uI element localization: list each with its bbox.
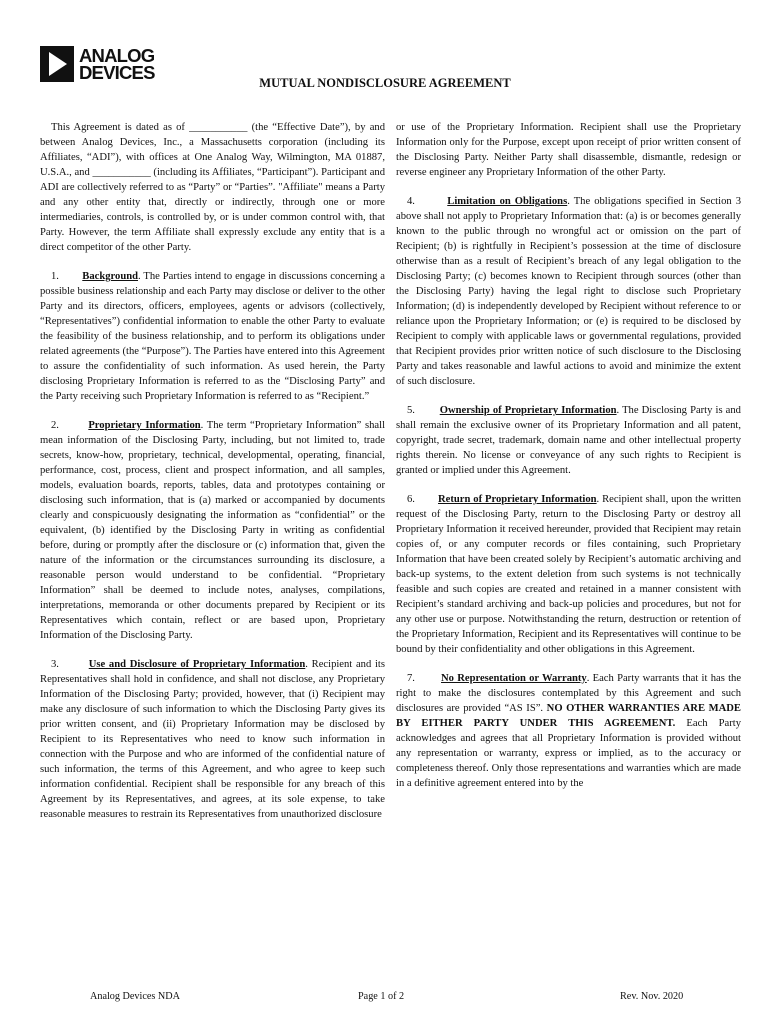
section-1: 1. Background. The Parties intend to engage in discussions concerning a possible business relationship and each Party may disclose or deliver to the other Party and its directors, officers, employees, agents or advisors (collectively, “Representatives”) confidential information to enable the other Party to evaluate the feasibility of the business relationship, and to perform its obligations under related agreements (the “Purpose”). The Parties have entered into this Agreement to assure the confidentiality of such information. As used herein, the Party disclosing Proprietary Information is referred to as the “Disclosing Party” and the Party receiving such Proprietary Information is referred to as “Recipient.” [40, 271, 385, 402]
section-heading: Background [82, 271, 139, 282]
section-2: 2. Proprietary Information. The term “Proprietary Information” shall mean information of the Disclosing Party, including, but not limited to, trade secrets, know-how, proprietary, technical, developmental, operating, financial, performance, cost, process, client and prospect information, and all samples, models, evaluation boards, reports, tables, data and prototypes containing or disclosing such information, that is (a) marked or accompanied by documents clearly and conspicuously designating the information as “confidential” or the equivalent, (b) identified by the Disclosing Party in writing as confidential before, during or promptly after the disclosure or (c) information that, given the nature of the information or the circumstances surrounding its disclosure, a reasonable person would understand to be confidential. “Proprietary Information” shall be deemed to include notes, analyses, compilations, interpretations, memoranda or other documents prepared by Recipient or its Representatives which contain, reflect or are based upon, Proprietary Information of the Disclosing Party. [40, 420, 386, 641]
section-heading: Proprietary Information [88, 420, 201, 431]
warranty-disclaimer: NO OTHER WARRANTIES ARE MADE BY EITHER PARTY UNDER THIS AGREEMENT. [396, 703, 741, 729]
footer-page-number: Page 1 of 2 [358, 991, 405, 1002]
section-heading: Return of Proprietary Information [438, 494, 597, 505]
section-4: 4. Limitation on Obligations. The obligations specified in Section 3 above shall not apply to Proprietary Information that: (a) is or becomes generally known to the public through no wrongful act or omission on the part of Recipient; (b) is rightfully in Recipient’s possession at the time of disclosure otherwise than as a result of Recipient’s breach of any legal obligation to the Disclosing Party; (c) becomes known to Recipient through sources (other than the Disclosing Party) having the legal right to disclose such Proprietary Information; (d) is independently developed by Recipient without reference to or reliance upon the Proprietary Information; or (e) is required to be disclosed by Recipient to comply with applicable laws or governmental regulations, provided that Recipient provides prior written notice of such disclosure to the Disclosing Party and takes reasonable and lawful actions to avoid and minimize the extent of such disclosure. [396, 196, 741, 387]
section-3: 3. Use and Disclosure of Proprietary Information. Recipient and its Representatives shall hold in confidence, and shall not disclose, any Proprietary Information of the Disclosing Party; provided, however, that (i) Recipient may make any disclosure of such information to which the Disclosing Party gives its prior written consent, and (ii) Proprietary Information may be disclosed by Recipient to its Representatives who need to know such information in connection with the Purpose and who are informed of the confidential nature of such information, the terms of this Agreement, and who agree to keep such information confidential. Recipient shall be responsible for any breach of this Agreement by its Representatives, and agrees, at its sole expense, to take reasonable measures to restrain its Representatives from unauthorized disclosure [40, 659, 385, 820]
section-heading: Use and Disclosure of Proprietary Information [88, 659, 306, 670]
intro-paragraph: This Agreement is dated as of ___________ (the “Effective Date”), by and between Analog Devices, Inc., a Massachusetts corporation (including its Affiliates, “ADI”), with offices at One Analog Way, Wilmington, MA 01887, U.S.A., and ___________ (including its Affiliates, “Participant”). Participant and ADI are collectively referred to as “Party” or “Parties”. "Affiliate" means a Party and any other entity that, directly or indirectly, through one or more intermediaries, controls, is controlled by, or is under common control with, that Party. However, the term Affiliate shall expressly exclude any entity that is a direct competitor of the other Party. [40, 122, 385, 253]
right-column [396, 120, 741, 801]
logo-wordmark: ANALOG DEVICES [79, 45, 155, 83]
left-column [40, 120, 385, 832]
section-heading: Ownership of Proprietary Information [439, 405, 617, 416]
document-title: MUTUAL NONDISCLOSURE AGREEMENT [259, 76, 511, 90]
footer-revision: Rev. Nov. 2020 [620, 991, 684, 1002]
section-5: 5. Ownership of Proprietary Information. The Disclosing Party is and shall remain the exclusive owner of its Proprietary Information and all patent, copyright, trade secret, trademark, domain name and other intellectual property rights therein. No license or conveyance of any such rights to Recipient is granted or implied under this Agreement. [396, 405, 741, 476]
section-heading: No Representation or Warranty [441, 673, 587, 684]
footer-doc-name: Analog Devices NDA [90, 991, 180, 1002]
section-6: 6. Return of Proprietary Information. Recipient shall, upon the written request of the Disclosing Party, return to the Disclosing Party or destroy all Proprietary Information it received hereunder, provided that Recipient may retain copies of, or any computer records or files containing, such Proprietary Information that have been created solely by Recipient’s automatic archiving and back-up systems, to the extent deletion from such systems is not technically feasible and such copies are created and retained in a manner consistent with Recipient’s standard archiving and back-up policies and procedures, but not for any other use or purpose. Notwithstanding the return, destruction or retention of the Proprietary Information, Recipient and its Representatives will continue to be bound by their confidentiality and other obligations in this Agreement. [396, 494, 742, 655]
section-3-continued: or use of the Proprietary Information. Recipient shall use the Proprietary Information only for the Purpose, except upon receipt of prior written consent of the Disclosing Party. Neither Party shall disassemble, dismantle, redesign or reverse engineer any Proprietary Information of the other Party. [396, 122, 741, 178]
section-heading: Limitation on Obligations [447, 196, 568, 207]
section-7: 7. No Representation or Warranty. Each Party warrants that it has the right to make the disclosures contemplated by this Agreement and such disclosures are provided “AS IS”. NO OTHER WARRANTIES ARE MADE BY EITHER PARTY UNDER THIS AGREEMENT. Each Party acknowledges and agrees that all Proprietary Information is provided without any representation or warranty, express or implied, as to the accuracy or completeness thereof. Only those representations and warranties which are made in a definitive agreement entered into by the [396, 673, 742, 789]
